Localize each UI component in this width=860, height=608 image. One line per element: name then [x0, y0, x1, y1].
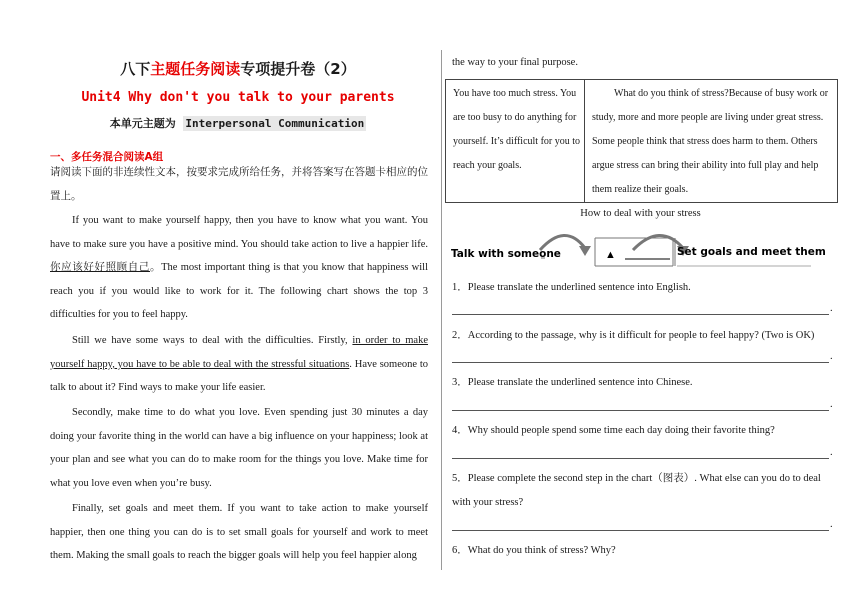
answer-line-1[interactable]: [452, 314, 829, 315]
question-4: 4．Why should people spend some time each day doing their favorite thing?: [452, 425, 775, 436]
table-cell-stress: What do you think of stress?Because of busy work or study, more and more people are living under great stress. Some people think that stress does harm to them. Others argue stress can bring their ability into full play and help them realize their goals.: [592, 88, 829, 195]
table-divider: [584, 80, 585, 202]
step-1-label: Talk with someone: [451, 248, 561, 260]
underlined-sentence-english: in order to make yourself happy, you have to be able to deal with the stressful situations: [50, 335, 429, 370]
step-2-blank: ▲: [605, 249, 616, 261]
question-1: 1．Please translate the underlined sentence into English.: [452, 282, 691, 293]
table-cell-difficulties: You have too much stress. You are too busy to do anything for yourself. It’s difficult for you to reach your goals.: [453, 88, 581, 171]
line-end-dot: .: [830, 351, 833, 362]
paragraph-4: Finally, set goals and meet them. If you want to take action to make yourself happier, then one thing you can do is to set small goals for yourself and work to meet them. Making the small goals to reach the bigger goals will help you feel happier along: [50, 503, 428, 562]
info-table: [445, 79, 838, 203]
arrow-head-1: [579, 246, 591, 256]
unit-subtitle: Unit4 Why don't you talk to your parents: [81, 90, 395, 105]
page-title: 八下主题任务阅读专项提升卷（2）: [120, 60, 356, 78]
instructions: 请阅读下面的非连续性文本，按要求完成所给任务，并将答案写在答题卡相应的位置上。: [50, 167, 428, 202]
stress-flowchart: [445, 228, 836, 274]
step-3-label: Set goals and meet them: [677, 246, 826, 258]
line-end-dot: .: [830, 399, 833, 410]
answer-line-2[interactable]: [452, 362, 829, 363]
paragraph-2: Still we have some ways to deal with the difficulties. Firstly, in order to make yourself happy, you have to be able to deal with the stressful situations. Have someone to talk to about it? Find ways to make your life easier.: [50, 335, 429, 394]
answer-line-3[interactable]: [452, 410, 829, 411]
question-2: 2．According to the passage, why is it difficult for people to feel happy? (Two is OK): [452, 330, 815, 341]
paragraph-1: If you want to make yourself happy, then you have to know what you want. You have to make sure you have a positive mind. You should take action to live a happier life. 你应该好好照顾自己。The most important thing is that you know that happiness will reach you if you would like to work for it. The following chart shows the top 3 difficulties for you to feel happy.: [50, 215, 429, 321]
underlined-sentence-chinese: 你应该好好照顾自己: [50, 262, 151, 274]
question-6: 6．What do you think of stress? Why?: [452, 545, 616, 556]
answer-line-4[interactable]: [452, 458, 829, 459]
paragraph-3: Secondly, make time to do what you love. Even spending just 30 minutes a day doing your favorite thing in the world can have a big influence on your happiness; look at your plan and see what you can do to make room for the things you love. Make time for what you love even when you’re busy.: [50, 407, 428, 489]
section-heading: 一、多任务混合阅读A组: [50, 151, 164, 163]
question-3: 3．Please translate the underlined sentence into Chinese.: [452, 377, 693, 388]
chart-title: How to deal with your stress: [580, 208, 701, 219]
answer-line-5[interactable]: [452, 530, 829, 531]
question-5: 5．Please complete the second step in the chart（图表）. What else can you do to deal with your stress?: [452, 473, 821, 508]
line-end-dot: .: [830, 519, 833, 530]
line-end-dot: .: [830, 303, 833, 314]
unit-theme: 本单元主题为 Interpersonal Communication: [109, 117, 365, 130]
line-end-dot: .: [830, 447, 833, 458]
column-divider: [441, 50, 442, 570]
paragraph-4-continued: the way to your final purpose.: [452, 57, 578, 68]
